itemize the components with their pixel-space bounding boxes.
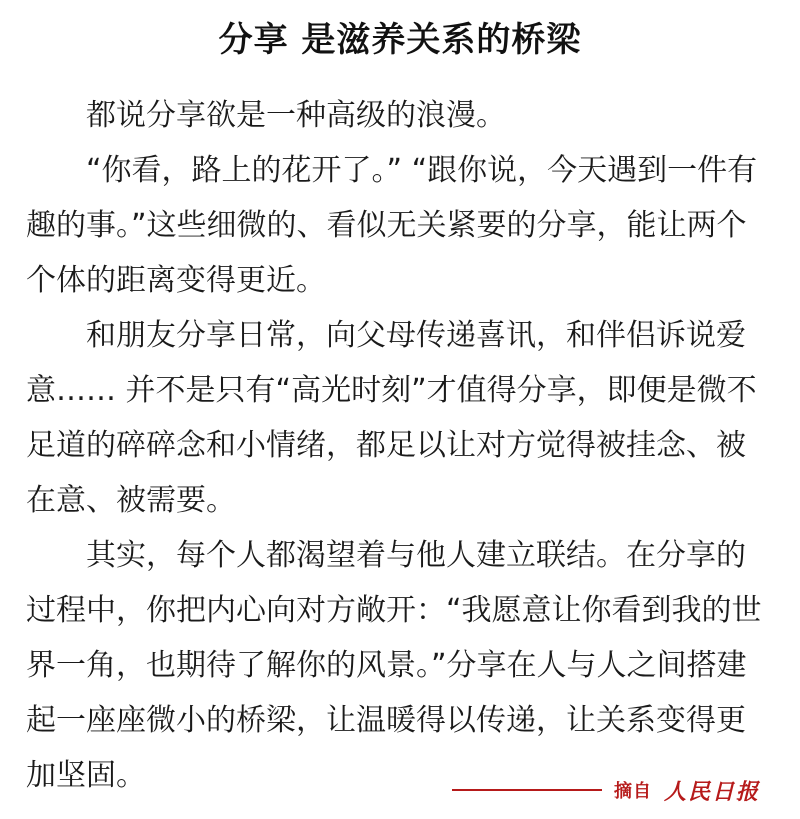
source-divider xyxy=(452,789,602,791)
paragraph-3: 和朋友分享日常，向父母传递喜讯，和伴侣诉说爱意…… 并不是只有“高光时刻”才值得分享，即便是微不足道的碎碎念和小情绪，都足以让对方觉得被挂念、被在意、被需要。 xyxy=(26,318,757,518)
paragraph-2: “你看，路上的花开了。” “跟你说，今天遇到一件有趣的事。”这些细微的、看似无关紧要的分享，能让两个个体的距离变得更近。 xyxy=(26,153,758,298)
publisher-logo: 人民日报 xyxy=(663,778,760,805)
source-attribution xyxy=(452,775,760,805)
article-title: 分享 是滋养关系的桥梁 xyxy=(218,20,582,60)
paragraph-1: 都说分享欲是一种高级的浪漫。 xyxy=(86,98,506,133)
source-label: 摘自 xyxy=(613,781,652,802)
paragraph-4: 其实，每个人都渴望着与他人建立联结。在分享的过程中，你把内心向对方敞开：“我愿意让你看到我的世界一角，也期待了解你的风景。”分享在人与人之间搭建起一座座微小的桥梁，让温暖得以传递，让关系变得更加坚固。 xyxy=(26,538,762,793)
